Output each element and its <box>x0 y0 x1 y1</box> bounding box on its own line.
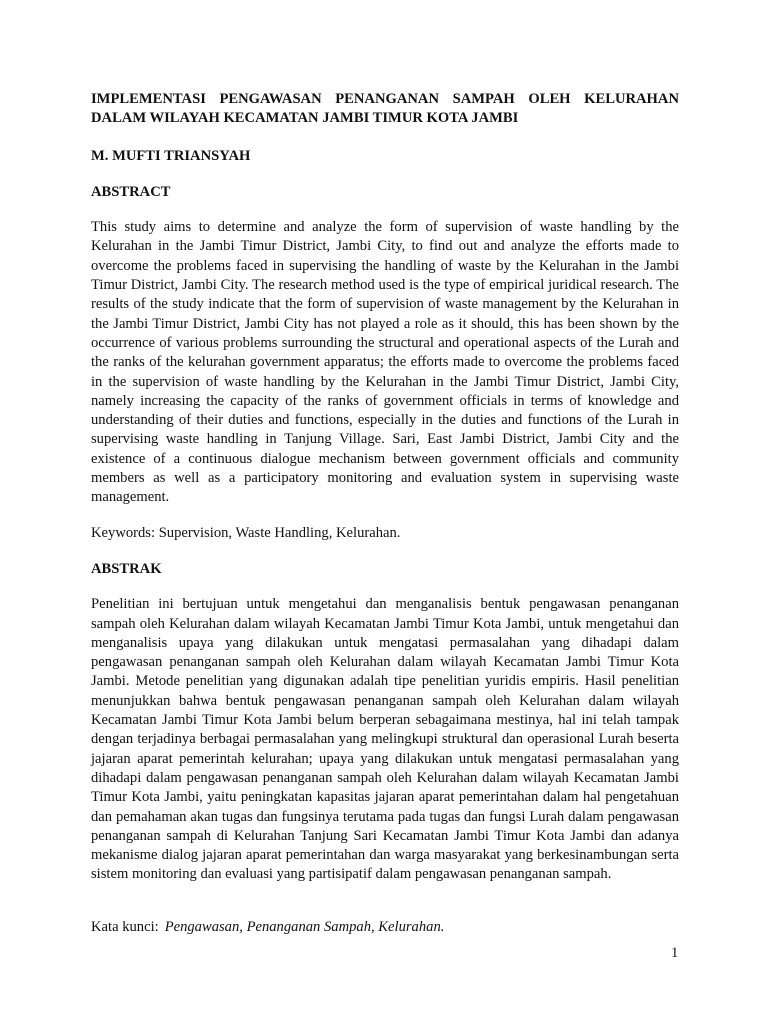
abstrak-keywords-label: Kata kunci: <box>91 918 159 935</box>
paper-title-line-1: IMPLEMENTASI PENGAWASAN PENANGANAN SAMPAH OLEH KELURAHAN <box>91 91 679 107</box>
paper-page <box>91 90 679 937</box>
abstrak-heading: ABSTRAK <box>91 560 162 577</box>
abstract-body: This study aims to determine and analyze the form of supervision of waste handling by the Kelurahan in the Jambi Timur District, Jambi City, to find out and analyze the efforts made to overcome the problems faced in supervising the handling of waste by the Kelurahan in the Jambi Timur District, Jambi City. The research method used is the type of empirical juridical research. The results of the study indicate that the form of supervision of waste management by the Kelurahan in the Jambi Timur District, Jambi City has not played a role as it should, this has been shown by the occurrence of various problems surrounding the structural and operational aspects of the Lurah and the ranks of the kelurahan government apparatus; the efforts made to overcome the problems faced in the supervision of waste handling by the Kelurahan in the Jambi Timur District, Jambi City, namely increasing the capacity of the ranks of government officials in terms of knowledge and understanding of their duties and functions, especially in the duties and functions of the Lurah in supervising waste handling in Tanjung Village. Sari, East Jambi District, Jambi City and the existence of a continuous dialogue mechanism between government officials and community members as well as a participatory monitoring and evaluation system in supervising waste management. <box>91 219 679 506</box>
paper-title-line-2: DALAM WILAYAH KECAMATAN JAMBI TIMUR KOTA JAMBI <box>91 110 519 127</box>
abstrak-keywords <box>91 918 679 937</box>
abstract-heading: ABSTRACT <box>91 183 171 200</box>
abstract-keywords: Keywords: Supervision, Waste Handling, Kelurahan. <box>91 524 401 541</box>
author-name: M. MUFTI TRIANSYAH <box>91 147 251 164</box>
page-number: 1 <box>671 945 679 961</box>
abstrak-keywords-value: Pengawasan, Penanganan Sampah, Kelurahan. <box>164 918 445 935</box>
abstrak-body: Penelitian ini bertujuan untuk mengetahui dan menganalisis bentuk pengawasan penanganan sampah oleh Kelurahan dalam wilayah Kecamatan Jambi Timur Kota Jambi, untuk mengetahui dan menganalisis upaya yang dilakukan untuk mengatasi permasalahan yang dihadapi dalam pengawasan penanganan sampah oleh Kelurahan dalam wilayah Kecamatan Jambi Timur Kota Jambi. Metode penelitian yang digunakan adalah tipe penelitian yuridis empiris. Hasil penelitian menunjukkan bahwa bentuk pengawasan penanganan sampah oleh Kelurahan dalam wilayah Kecamatan Jambi Timur Kota Jambi belum berperan sebagaimana mestinya, hal ini telah tampak dengan terjadinya berbagai permasalahan yang melingkupi struktural dan operasional Lurah beserta jajaran aparat pemerintah kelurahan; upaya yang dilakukan untuk mengatasi permasalahan yang dihadapi dalam pengawasan penanganan sampah oleh Kelurahan dalam wilayah Kecamatan Jambi Timur Kota Jambi, yaitu peningkatan kapasitas jajaran aparat pemerintahan dalam hal pengetahuan dan pemahaman akan tugas dan fungsinya terutama pada tugas dan fungsi Lurah dalam pengawasan penanganan sampah di Kelurahan Tanjung Sari Kecamatan Jambi Timur Kota Jambi dan adanya mekanisme dialog jajaran aparat pemerintahan dan warga masyarakat yang berkesinambungan serta sistem monitoring dan evaluasi yang partisipatif dalam pengawasan penanganan sampah. <box>91 596 679 883</box>
paper-title <box>91 90 679 129</box>
